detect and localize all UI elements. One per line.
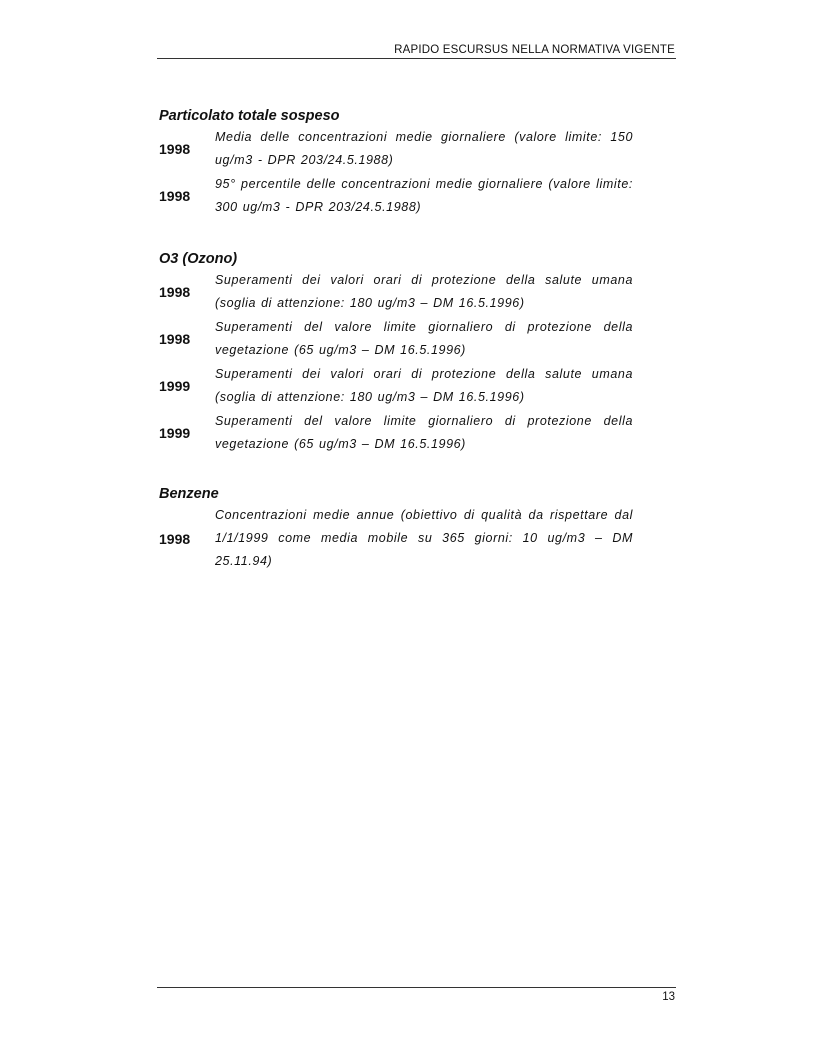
entry-description: Superamenti del valore limite giornaliero di protezione della vegetazione (65 ug/m3 – DM 16.5.1996) xyxy=(215,414,633,451)
list-item xyxy=(159,126,633,172)
header-divider xyxy=(157,58,676,59)
section-particolato xyxy=(159,107,633,219)
section-title: O3 (Ozono) xyxy=(159,251,238,267)
entry-year: 1999 xyxy=(159,425,191,441)
entry-description: Media delle concentrazioni medie giornaliere (valore limite: 150 ug/m3 - DPR 203/24.5.1988) xyxy=(215,130,633,167)
entry-description: Superamenti dei valori orari di protezione della salute umana (soglia di attenzione: 180 ug/m3 – DM 16.5.1996) xyxy=(215,367,633,404)
list-item xyxy=(159,316,633,362)
entry-description: Concentrazioni medie annue (obiettivo di qualità da rispettare dal 1/1/1999 come media mobile su 365 giorni: 10 ug/m3 – DM 25.11.94) xyxy=(215,508,633,568)
list-item xyxy=(159,363,633,409)
list-item xyxy=(159,410,633,456)
page-number: 13 xyxy=(662,991,675,1003)
entry-description: 95° percentile delle concentrazioni medie giornaliere (valore limite: 300 ug/m3 - DPR 203/24.5.1988) xyxy=(215,177,633,214)
footer-divider xyxy=(157,987,676,988)
section-title: Benzene xyxy=(159,486,219,502)
entry-year: 1998 xyxy=(159,284,191,300)
entry-year: 1998 xyxy=(159,331,191,347)
running-header: RAPIDO ESCURSUS NELLA NORMATIVA VIGENTE xyxy=(394,44,675,56)
section-ozono xyxy=(159,250,633,456)
entry-description: Superamenti dei valori orari di protezione della salute umana (soglia di attenzione: 180 ug/m3 – DM 16.5.1996) xyxy=(215,273,633,310)
list-item xyxy=(159,173,633,219)
entry-year: 1998 xyxy=(159,141,191,157)
entry-year: 1998 xyxy=(159,530,191,547)
section-benzene xyxy=(159,485,633,573)
list-item xyxy=(159,504,633,573)
entry-year: 1999 xyxy=(159,378,191,394)
entry-year: 1998 xyxy=(159,188,191,204)
entry-description: Superamenti del valore limite giornaliero di protezione della vegetazione (65 ug/m3 – DM 16.5.1996) xyxy=(215,320,633,357)
section-title: Particolato totale sospeso xyxy=(159,108,340,124)
list-item xyxy=(159,269,633,315)
